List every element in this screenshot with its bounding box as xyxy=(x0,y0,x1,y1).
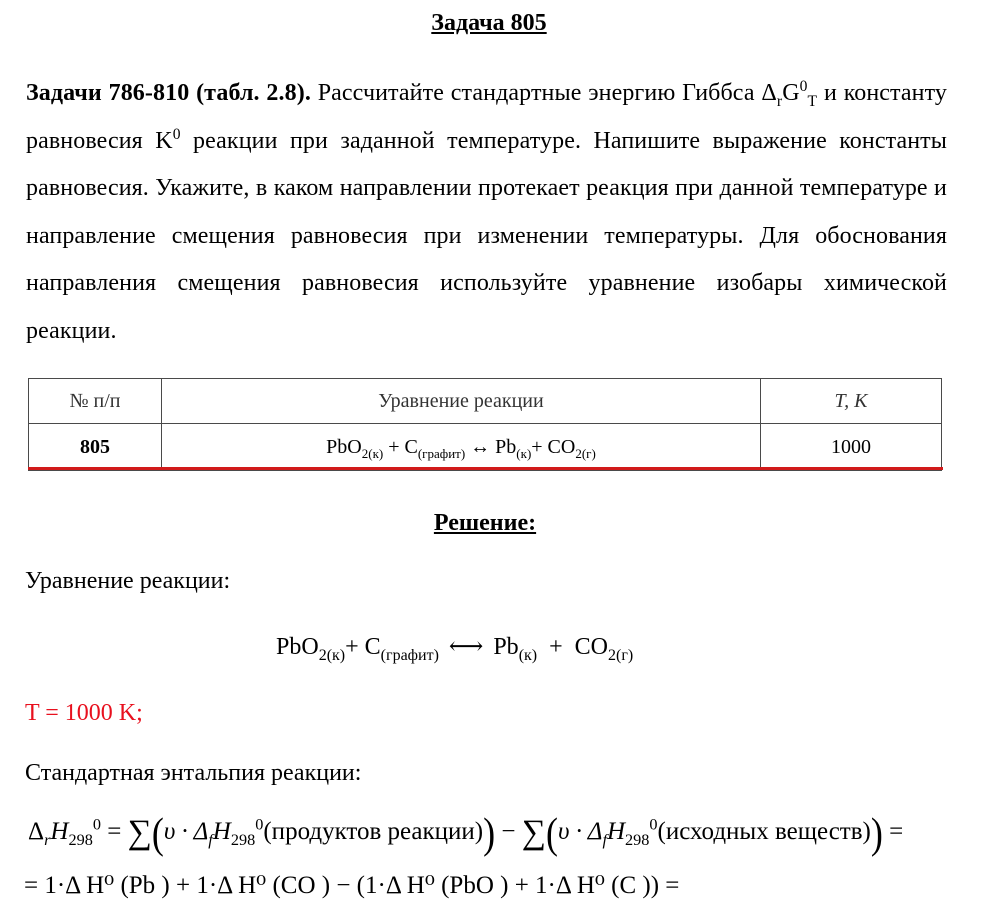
header-number: № п/п xyxy=(29,379,162,424)
problem-range: Задачи 786-810 (табл. 2.8). xyxy=(26,80,311,106)
header-equation: Уравнение реакции xyxy=(162,379,761,424)
temperature-value: T = 1000 K; xyxy=(25,700,143,726)
enthalpy-formula-continued: = 1·Δ H⁰ (Pb ) + 1·Δ H⁰ (CO ) − (1·Δ H⁰ (PbO ) + 1·Δ H⁰ (C )) = xyxy=(24,872,680,899)
enthalpy-formula: $\Delta_rH_{298}^0 = \sum(\upsilon$ · $\Delta_fH_{298}^0(продуктов$ реакции)) − $\sum(\upsilon \cdot \Delta_fH_{298}^0(исходных$ веществ)) = xyxy=(28,809,904,857)
red-underline xyxy=(28,467,943,470)
sum-symbol: ∑ xyxy=(127,814,152,851)
sum-symbol: ∑ xyxy=(521,814,546,851)
header-temperature: T, K xyxy=(761,379,942,424)
reaction-label: Уравнение реакции: xyxy=(25,568,231,594)
table-header-row xyxy=(29,379,942,424)
task-table xyxy=(28,378,942,471)
enthalpy-label: Стандартная энтальпия реакции: xyxy=(25,760,362,786)
cell-number: 805 xyxy=(29,424,162,471)
solution-title: Решение: xyxy=(433,510,537,536)
problem-statement: Задачи 786-810 (табл. 2.8). Рассчитайте стандартные энергию Гиббса $\Delta_rG^0_T$ и константу равновесия $K^0$ реакции при заданной температуре. Напишите выражение константы равновесия. Укажите, в каком направлении протекает реакция при данной температуре и направление смещения равновесия при изменении температуры. Для обоснования направления смещения равновесия используйте уравнение изобары химической реакции. xyxy=(26,78,948,344)
reaction-equation: $PbO_{2(к)}+ C_{(графит)}$ ⟷ $Pb_{(к)} + CO_{2(г)}$ xyxy=(276,634,634,664)
cell-temperature: 1000 xyxy=(761,424,942,471)
cell-equation: $PbO_{2(к)} + C_{(графит)}$ ↔ $Pb_{(к)}+ CO_{2(г)}$ xyxy=(162,424,761,471)
problem-title: Задача 805 xyxy=(431,10,547,36)
equilibrium-arrow: ⟷ xyxy=(448,634,484,660)
table-row xyxy=(29,424,942,471)
